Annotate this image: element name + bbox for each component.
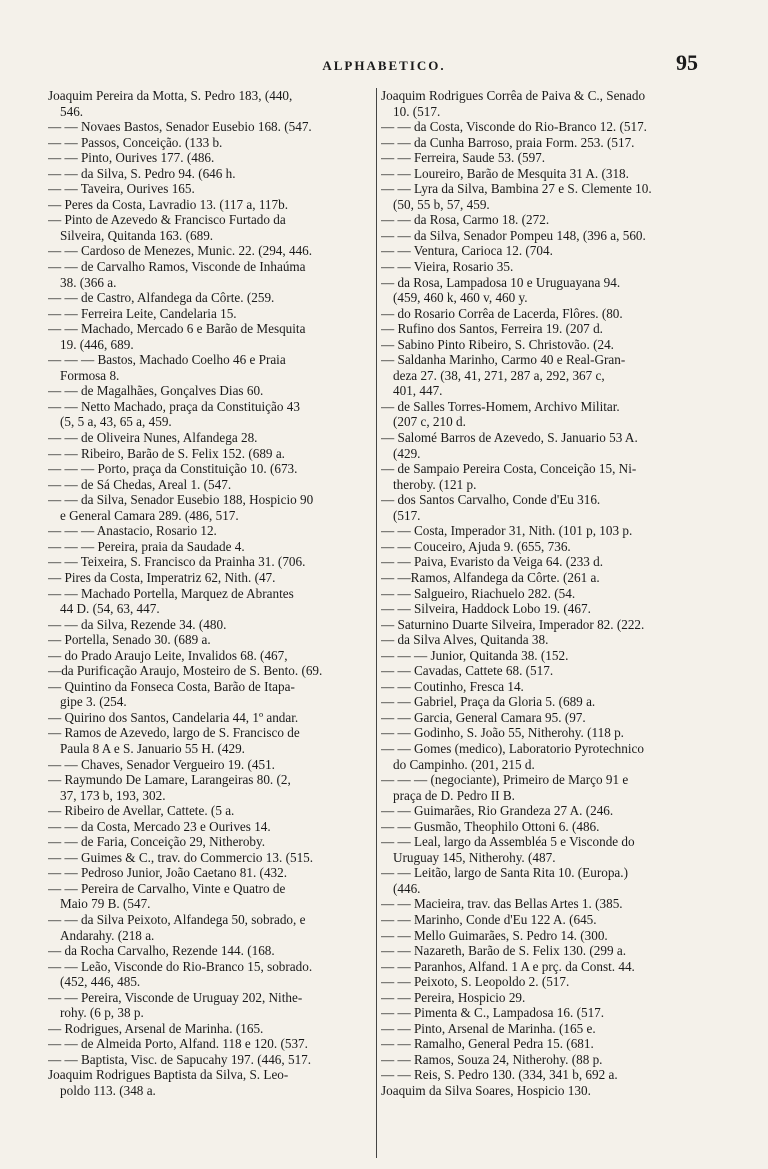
entry-line: — do Prado Araujo Leite, Invalidos 68. (467, (48, 647, 288, 663)
entry-line: — — Leão, Visconde do Rio-Branco 15, sobrado. (48, 958, 313, 974)
entry-line: (517. (393, 507, 421, 523)
directory-entry (381, 523, 719, 539)
directory-entry (381, 912, 719, 928)
entry-line: (207 c, 210 d. (393, 414, 466, 430)
directory-entry (381, 974, 719, 990)
page-number: 95 (676, 50, 698, 75)
entry-line: — Peres da Costa, Lavradio 13. (117 a, 117b. (48, 196, 289, 212)
directory-entry (381, 461, 719, 492)
entry-line: (459, 460 k, 460 v, 460 y. (393, 290, 528, 306)
directory-entry (381, 1036, 719, 1052)
directory-entry (381, 896, 719, 912)
directory-entry (48, 912, 375, 943)
directory-entry (381, 306, 719, 322)
entry-line: — — Chaves, Senador Vergueiro 19. (451. (48, 756, 275, 772)
entry-line: — — Ribeiro, Barão de S. Felix 152. (689 a. (48, 445, 285, 461)
entry-line: — — de Carvalho Ramos, Visconde de Inhaúma (48, 259, 306, 275)
entry-line: — — da Silva Peixoto, Alfandega 50, sobrado, e (48, 911, 306, 927)
entry-line: — — da Costa, Mercado 23 e Ourives 14. (48, 818, 271, 834)
entry-line: — — — Bastos, Machado Coelho 46 e Praia (48, 352, 286, 368)
entry-line: — — Pereira, Hospicio 29. (381, 989, 526, 1005)
directory-entry (48, 212, 375, 243)
entry-line: — — Cardoso de Menezes, Munic. 22. (294, 446. (48, 243, 313, 259)
page-title: ALPHABETICO. (322, 58, 446, 73)
directory-entry (381, 741, 719, 772)
entry-line: rohy. (6 p, 38 p. (60, 1005, 144, 1021)
directory-entry (381, 228, 719, 244)
directory-entry (381, 430, 719, 461)
directory-entry (48, 617, 375, 633)
entry-line: — dos Santos Carvalho, Conde d'Eu 316. (381, 492, 601, 508)
entry-line: — — de Faria, Conceição 29, Nitheroby. (48, 834, 266, 850)
entry-line: (452, 446, 485. (60, 974, 141, 990)
directory-entry (381, 943, 719, 959)
directory-entry (381, 554, 719, 570)
directory-entry (48, 679, 375, 710)
entry-line: — — Guimes & C., trav. do Commercio 13. (515. (48, 849, 314, 865)
directory-entry (381, 1021, 719, 1037)
entry-line: Paula 8 A e S. Januario 55 H. (429. (60, 740, 245, 756)
entry-line: — Pinto de Azevedo & Francisco Furtado da (48, 212, 286, 228)
directory-entry (48, 150, 375, 166)
entry-line: — — da Silva, Senador Pompeu 148, (396 a, 560. (381, 227, 646, 243)
directory-entry (381, 865, 719, 896)
directory-entry (48, 321, 375, 352)
entry-line: — Raymundo De Lamare, Larangeiras 80. (2, (48, 772, 291, 788)
entry-line: — — Nazareth, Barão de S. Felix 130. (299 a. (381, 943, 627, 959)
directory-entry (381, 679, 719, 695)
entry-line: — — Coutinho, Fresca 14. (381, 678, 524, 694)
entry-line: — — Novaes Bastos, Senador Eusebio 168. (547. (48, 119, 312, 135)
entry-line: — — Pimenta & C., Lampadosa 16. (517. (381, 1005, 605, 1021)
directory-entry (48, 1067, 375, 1098)
entry-line: — — Ramos, Souza 24, Nitherohy. (88 p. (381, 1051, 603, 1067)
entry-line: — — da Rosa, Carmo 18. (272. (381, 212, 550, 228)
directory-entry (381, 243, 719, 259)
directory-entry (381, 663, 719, 679)
directory-entry (48, 725, 375, 756)
entry-line: e General Camara 289. (486, 517. (60, 507, 239, 523)
directory-entry (48, 461, 375, 477)
directory-entry (381, 570, 719, 586)
entry-line: 10. (517. (393, 103, 441, 119)
directory-entry (48, 943, 375, 959)
entry-line: — — Leitão, largo de Santa Rita 10. (Europa.) (381, 865, 628, 881)
entry-line: praça de D. Pedro II B. (393, 787, 515, 803)
directory-entry (381, 725, 719, 741)
entry-line: — — de Magalhães, Gonçalves Dias 60. (48, 383, 264, 399)
directory-entry (381, 181, 719, 212)
directory-entry (381, 1067, 719, 1083)
entry-line: — — Costa, Imperador 31, Nith. (101 p, 103 p. (381, 523, 633, 539)
entry-line: — Sabino Pinto Ribeiro, S. Christovão. (24. (381, 336, 614, 352)
entry-line: — — — Anastacio, Rosario 12. (48, 523, 217, 539)
entry-line: —da Purificação Araujo, Mosteiro de S. Bento. (69. (48, 663, 323, 679)
entry-line: 19. (446, 689. (60, 336, 134, 352)
entry-line: — — Peixoto, S. Leopoldo 2. (517. (381, 974, 570, 990)
directory-entry (48, 430, 375, 446)
directory-entry (48, 990, 375, 1021)
directory-entry (48, 586, 375, 617)
directory-entry (381, 150, 719, 166)
entry-line: — — Gomes (medico), Laboratorio Pyrotechnico (381, 740, 644, 756)
entry-line: — — Leal, largo da Assembléa 5 e Visconde do (381, 834, 635, 850)
entry-line: (50, 55 b, 57, 459. (393, 196, 490, 212)
directory-entry (48, 539, 375, 555)
directory-entry (48, 477, 375, 493)
entry-line: — — da Silva, Senador Eusebio 188, Hospicio 90 (48, 492, 314, 508)
entry-line: — — Lyra da Silva, Bambina 27 e S. Clemente 10. (381, 181, 652, 197)
entry-line: 38. (366 a. (60, 274, 117, 290)
directory-entry (381, 959, 719, 975)
directory-entry (381, 694, 719, 710)
directory-entry (48, 399, 375, 430)
directory-entry (381, 321, 719, 337)
directory-entry (48, 570, 375, 586)
directory-entry (48, 88, 375, 119)
directory-entry (48, 166, 375, 182)
right-column (381, 88, 719, 1158)
directory-entry (48, 197, 375, 213)
entry-line: 401, 447. (393, 383, 443, 399)
entry-line: Joaquim Pereira da Motta, S. Pedro 183, (440, (48, 88, 293, 103)
entry-line: — — Paranhos, Alfand. 1 A e prç. da Const. 44. (381, 958, 635, 974)
entry-line: — — de Oliveira Nunes, Alfandega 28. (48, 430, 258, 446)
directory-entry (48, 1021, 375, 1037)
entry-line: — de Sampaio Pereira Costa, Conceição 15, Ni- (381, 461, 637, 477)
entry-line: — — da Silva, Rezende 34. (480. (48, 616, 227, 632)
directory-entry (381, 834, 719, 865)
entry-line: — — Guimarães, Rio Grandeza 27 A. (246. (381, 803, 614, 819)
directory-entry (48, 492, 375, 523)
entry-line: — — Ventura, Carioca 12. (704. (381, 243, 553, 259)
entry-line: — Quirino dos Santos, Candelaria 44, 1º andar. (48, 709, 299, 725)
entry-line: — — Gabriel, Praça da Gloria 5. (689 a. (381, 694, 596, 710)
entry-line: — Ribeiro de Avellar, Cattete. (5 a. (48, 803, 235, 819)
directory-entry (48, 648, 375, 664)
entry-line: (5, 5 a, 43, 65 a, 459. (60, 414, 172, 430)
directory-entry (48, 119, 375, 135)
column-divider (376, 88, 377, 1158)
entry-line: — — Couceiro, Ajuda 9. (655, 736. (381, 538, 571, 554)
directory-entry (48, 803, 375, 819)
directory-entry (381, 990, 719, 1006)
entry-line: Joaquim Rodrigues Corrêa de Paiva & C., Senado (381, 88, 646, 103)
entry-line: — — Cavadas, Cattete 68. (517. (381, 663, 554, 679)
entry-line: — — Loureiro, Barão de Mesquita 31 A. (318. (381, 165, 629, 181)
directory-entry (48, 352, 375, 383)
entry-line: — — Paiva, Evaristo da Veiga 64. (233 d. (381, 554, 604, 570)
entry-line: — Saturnino Duarte Silveira, Imperador 82. (222. (381, 616, 645, 632)
entry-line: — — da Costa, Visconde do Rio-Branco 12. (517. (381, 119, 647, 135)
directory-entry (381, 119, 719, 135)
directory-entry (48, 834, 375, 850)
directory-entry (381, 1083, 719, 1099)
directory-entry (48, 1036, 375, 1052)
entry-line: — — de Castro, Alfandega da Côrte. (259. (48, 290, 275, 306)
directory-entry (48, 135, 375, 151)
directory-entry (381, 539, 719, 555)
directory-entry (381, 399, 719, 430)
entry-line: — — Gusmão, Theophilo Ottoni 6. (486. (381, 818, 600, 834)
directory-entry (48, 632, 375, 648)
entry-line: — Salomé Barros de Azevedo, S. Januario 53 A. (381, 430, 638, 446)
entry-line: Joaquim da Silva Soares, Hospicio 130. (381, 1083, 591, 1098)
directory-entry (381, 819, 719, 835)
entry-line: — — Ferreira, Saude 53. (597. (381, 150, 546, 166)
directory-entry (381, 1052, 719, 1068)
entry-line: — — Ramalho, General Pedra 15. (681. (381, 1036, 594, 1052)
entry-line: (429. (393, 445, 421, 461)
entry-line: do Campinho. (201, 215 d. (393, 756, 535, 772)
directory-entry (381, 88, 719, 119)
entry-line: Silveira, Quitanda 163. (689. (60, 227, 214, 243)
directory-entry (48, 881, 375, 912)
entry-line: — — Marinho, Conde d'Eu 122 A. (645. (381, 911, 597, 927)
directory-entry (381, 166, 719, 182)
entry-line: — Saldanha Marinho, Carmo 40 e Real-Gran- (381, 352, 626, 368)
directory-entry (48, 772, 375, 803)
entry-line: Maio 79 B. (547. (60, 896, 151, 912)
entry-line: deza 27. (38, 41, 271, 287 a, 292, 367 c, (393, 367, 605, 383)
directory-entry (48, 959, 375, 990)
entry-line: — Rufino dos Santos, Ferreira 19. (207 d. (381, 321, 603, 337)
entry-line: Andarahy. (218 a. (60, 927, 155, 943)
entry-line: — — Pinto, Ourives 177. (486. (48, 150, 215, 166)
entry-line: — —Ramos, Alfandega da Côrte. (261 a. (381, 569, 600, 585)
left-column (48, 88, 375, 1158)
directory-entry (48, 865, 375, 881)
entry-line: — — Macieira, trav. das Bellas Artes 1. (385. (381, 896, 623, 912)
directory-entry (48, 710, 375, 726)
entry-line: — — — Pereira, praia da Saudade 4. (48, 538, 245, 554)
entry-line: — da Rocha Carvalho, Rezende 144. (168. (48, 943, 275, 959)
entry-line: — — Pereira de Carvalho, Vinte e Quatro de (48, 880, 286, 896)
entry-line: — — da Cunha Barroso, praia Form. 253. (517. (381, 134, 635, 150)
entry-line: Uruguay 145, Nitherohy. (487. (393, 849, 556, 865)
entry-line: — — Baptista, Visc. de Sapucahy 197. (446, 517. (48, 1051, 312, 1067)
directory-entry (381, 710, 719, 726)
entry-line: — do Rosario Corrêa de Lacerda, Flôres. (80. (381, 305, 623, 321)
entry-line: — — Silveira, Haddock Lobo 19. (467. (381, 601, 591, 617)
entry-line: — — de Almeida Porto, Alfand. 118 e 120. (537. (48, 1036, 308, 1052)
entry-line: — Rodrigues, Arsenal de Marinha. (165. (48, 1020, 264, 1036)
entry-line: 546. (60, 103, 84, 119)
entry-line: — — — Junior, Quitanda 38. (152. (381, 647, 569, 663)
entry-line: theroby. (121 p. (393, 476, 477, 492)
directory-entry (381, 337, 719, 353)
entry-line: — de Salles Torres-Homem, Archivo Militar. (381, 398, 620, 414)
entry-line: — Portella, Senado 30. (689 a. (48, 632, 211, 648)
entry-line: — — Pinto, Arsenal de Marinha. (165 e. (381, 1020, 596, 1036)
entry-line: — — Taveira, Ourives 165. (48, 181, 195, 197)
entry-line: — Quintino da Fonseca Costa, Barão de Itapa- (48, 678, 295, 694)
entry-line: — — da Silva, S. Pedro 94. (646 h. (48, 165, 236, 181)
entry-line: — Pires da Costa, Imperatriz 62, Nith. (47. (48, 569, 276, 585)
directory-entry (381, 601, 719, 617)
entry-line: — da Silva Alves, Quitanda 38. (381, 632, 549, 648)
entry-line: — — Salgueiro, Riachuelo 282. (54. (381, 585, 576, 601)
directory-entry (48, 446, 375, 462)
directory-entry (381, 1005, 719, 1021)
entry-line: — — — (negociante), Primeiro de Março 91 e (381, 772, 629, 788)
directory-entry (48, 850, 375, 866)
directory-entry (381, 259, 719, 275)
entry-line: Formosa 8. (60, 367, 120, 383)
directory-entry (48, 554, 375, 570)
directory-entry (381, 212, 719, 228)
directory-entry (48, 290, 375, 306)
entry-line: — — Pereira, Visconde de Uruguay 202, Nithe- (48, 989, 303, 1005)
directory-entry (381, 803, 719, 819)
entry-line: — da Rosa, Lampadosa 10 e Uruguayana 94. (381, 274, 621, 290)
entry-line: — — Pedroso Junior, João Caetano 81. (432. (48, 865, 288, 881)
directory-entry (381, 275, 719, 306)
entry-line: (446. (393, 880, 421, 896)
entry-line: — — Reis, S. Pedro 130. (334, 341 b, 692 a. (381, 1067, 618, 1083)
directory-entry (381, 648, 719, 664)
entry-line: — — — Porto, praça da Constituição 10. (673. (48, 461, 298, 477)
directory-entry (48, 757, 375, 773)
entry-line: gipe 3. (254. (60, 694, 127, 710)
directory-entry (381, 928, 719, 944)
directory-entry (48, 383, 375, 399)
entry-line: — — Godinho, S. João 55, Nitherohy. (118 p. (381, 725, 624, 741)
directory-entry (48, 259, 375, 290)
entry-line: — — Ferreira Leite, Candelaria 15. (48, 305, 237, 321)
entry-line: — — de Sá Chedas, Areal 1. (547. (48, 476, 232, 492)
directory-entry (48, 663, 375, 679)
entry-line: poldo 113. (348 a. (60, 1083, 156, 1098)
entry-line: Joaquim Rodrigues Baptista da Silva, S. Leo- (48, 1067, 289, 1083)
directory-entry (48, 181, 375, 197)
directory-entry (381, 772, 719, 803)
directory-entry (48, 819, 375, 835)
entry-line: — — Machado Portella, Marquez de Abrantes (48, 585, 294, 601)
directory-entry (48, 523, 375, 539)
entry-line: — — Machado, Mercado 6 e Barão de Mesquita (48, 321, 306, 337)
entry-line: — — Vieira, Rosario 35. (381, 259, 514, 275)
directory-entry (48, 243, 375, 259)
entry-line: — — Mello Guimarães, S. Pedro 14. (300. (381, 927, 608, 943)
directory-entry (381, 135, 719, 151)
directory-entry (381, 492, 719, 523)
entry-line: — — Teixeira, S. Francisco da Prainha 31. (706. (48, 554, 306, 570)
entry-line: — Ramos de Azevedo, largo de S. Francisco de (48, 725, 300, 741)
directory-entry (48, 1052, 375, 1068)
entry-line: — — Netto Machado, praça da Constituição 43 (48, 398, 300, 414)
directory-entry (381, 352, 719, 399)
entry-line: 37, 173 b, 193, 302. (60, 787, 166, 803)
directory-entry (381, 586, 719, 602)
entry-line: 44 D. (54, 63, 447. (60, 601, 160, 617)
directory-entry (381, 617, 719, 633)
directory-entry (48, 306, 375, 322)
entry-line: — — Garcia, General Camara 95. (97. (381, 709, 586, 725)
entry-line: — — Passos, Conceição. (133 b. (48, 134, 223, 150)
directory-entry (381, 632, 719, 648)
